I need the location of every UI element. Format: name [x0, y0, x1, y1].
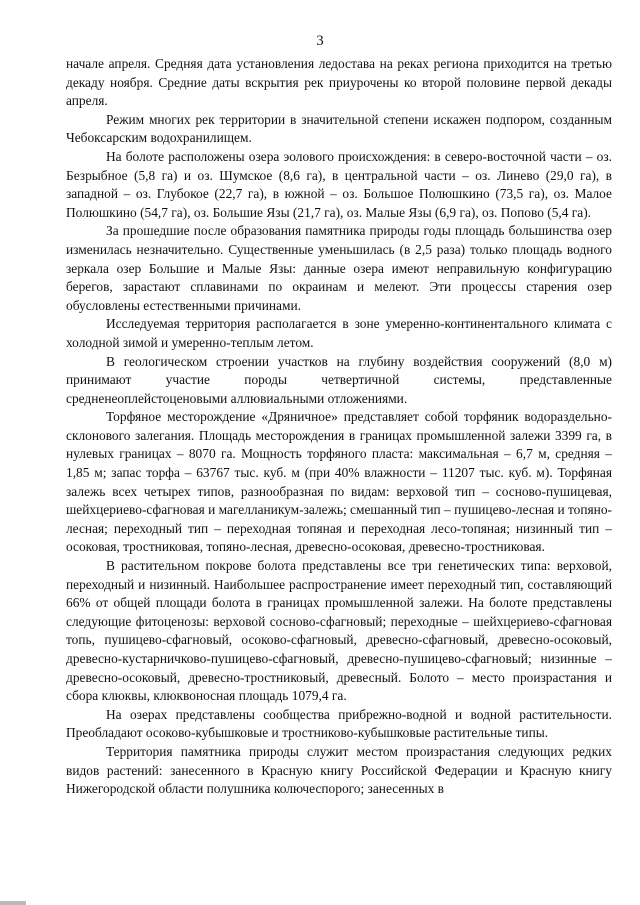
document-body: [66, 55, 612, 799]
paragraph: За прошедшие после образования памятника природы годы площадь большинства озер изменилась незначительно. Существенные уменьшилась (в 2,5 раза) только площадь водного зеркала озер Большие и Малые Язы: данные озера имеют неправильную конфигурацию берегов, зарастают сплавинами по окраинам и мелеют. Эти процессы старения озер обусловлены естественными причинами.: [66, 223, 612, 313]
paragraph: начале апреля. Средняя дата установления ледостава на реках региона приходится на третью декаду ноября. Средние даты вскрытия рек приурочены ко второй половине первой декады апреля.: [66, 56, 612, 109]
paragraph: Исследуемая территория располагается в зоне умеренно-континентального климата с холодной зимой и умеренно-теплым летом.: [66, 316, 612, 350]
paragraph: На болоте расположены озера эолового происхождения: в северо-восточной части – оз. Безрыбное (5,8 га) и оз. Шумское (8,6 га), в центральной части – оз. Линево (29,0 га), в западной – оз. Глубокое (22,7 га), в южной – оз. Большое Полюшкино (73,5 га), оз. Малое Полюшкино (54,7 га), оз. Большие Язы (21,7 га), оз. Малые Язы (6,9 га), оз. Попово (5,4 га).: [66, 148, 612, 220]
paragraph: В геологическом строении участков на глубину воздействия сооружений (8,0 м) принимают участие породы четвертичной системы, представленные средненеоплейстоценовыми аллювиальными отложениями.: [66, 353, 612, 406]
paragraph: Торфяное месторождение «Дряничное» представляет собой торфяник водораздельно-склонового залегания. Площадь месторождения в границах промышленной залежи 3399 га, в нулевых границах – 8070 га. Мощность торфяного пласта: максимальная – 6,7 м, средняя – 1,85 м; запас торфа – 63767 тыс. куб. м (при 40% влажности – 11207 тыс. куб. м). Торфяная залежь всех четырех типов, разнообразная по видам: верховой тип – сосново-пушицевая, шейхцериево-сфагновая и магелланикум-залежь; смешанный тип – пушицево-лесная и топяно-лесная; переходный тип – переходная топяная и переходная лесо-топяная; низинный тип – осоковая, тростниковая, топяно-лесная, древесно-осоковая, древесно-тростниковая.: [66, 409, 612, 555]
scan-edge-mark: [0, 901, 26, 905]
paragraph: Территория памятника природы служит местом произрастания следующих редких видов растений: занесенного в Красную книгу Российской Федерации и Красную книгу Нижегородской области полушника колючеспорого; занесенных в: [66, 743, 612, 797]
paragraph: На озерах представлены сообщества прибрежно-водной и водной растительности. Преобладают осоково-кубышковые и тростниково-кубышковые растительные типы.: [66, 706, 612, 741]
page-number: 3: [316, 33, 324, 49]
paragraph: В растительном покрове болота представлены все три генетических типа: верховой, переходный и низинный. Наибольшее распространение имеет переходный тип, составляющий 66% от общей площади болота в границах промышленной залежи. На болоте представлены следующие фитоценозы: верховой сосново-сфагновый; переходные – шейхцериево-сфагновая топь, пушицево-сфагновый, осоково-сфагновый, древесно-сфагновый, древесно-осоковый, древесно-кустарничково-пушицево-сфагновый, древесно-пушицево-сфагновый; низинные – древесно-осоковый, древесно-тростниковый, древесный. Болото – место произрастания и сбора клюквы, клюквоносная площадь 1079,4 га.: [66, 558, 612, 704]
paragraph: Режим многих рек территории в значительной степени искажен подпором, созданным Чебоксарским водохранилищем.: [66, 111, 612, 146]
